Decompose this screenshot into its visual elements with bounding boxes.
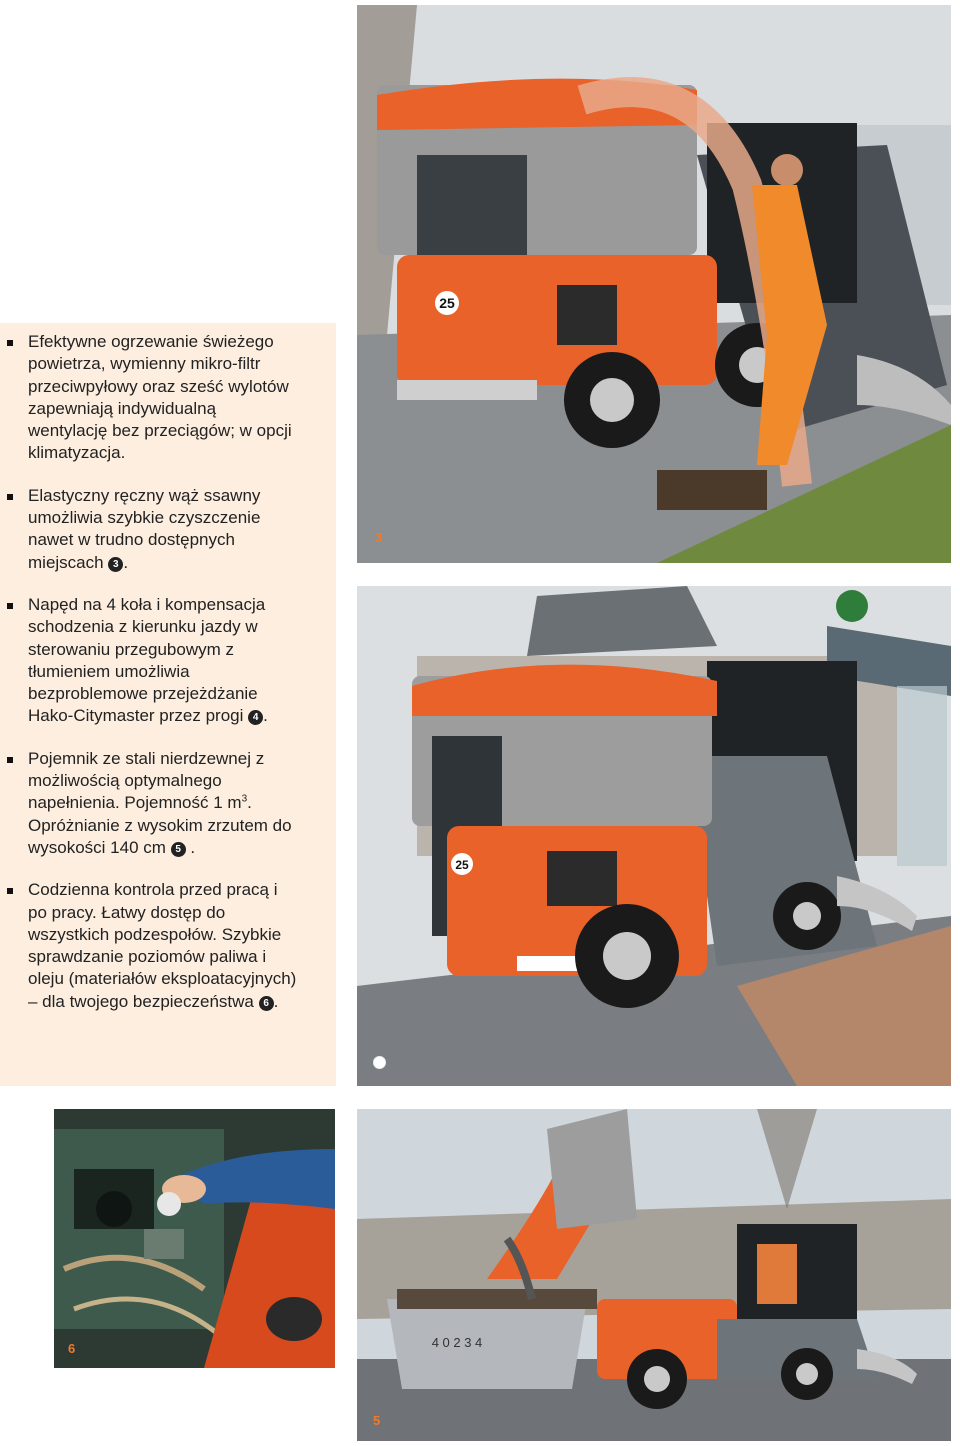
photo-number	[373, 1056, 386, 1069]
photo-number: 3	[375, 530, 383, 545]
feature-text: Elastyczny ręczny wąż ssawny umożliwia szybkie czyszczenie nawet w trudno dostępnych miejscach	[28, 485, 261, 572]
photo-ref-badge: 5	[171, 842, 186, 857]
vehicle-number-plate: 25	[439, 295, 455, 311]
feature-text-end: .	[263, 706, 268, 726]
photo-kerb-crossing	[357, 586, 951, 1086]
feature-panel	[0, 323, 336, 1086]
feature-text-end: .	[185, 837, 196, 857]
feature-item	[0, 879, 336, 1013]
photo-number: 5	[373, 1413, 381, 1428]
bullet-marker	[7, 757, 13, 763]
photo-suction-hose-image	[357, 5, 951, 563]
photo-kerb-crossing-image	[357, 586, 951, 1086]
photo-engine-check	[54, 1109, 335, 1368]
skip-label: 4 0 2 3 4	[431, 1335, 483, 1350]
feature-text: Napęd na 4 koła i kompensacja schodzenia z kierunku jazdy w sterowaniu przegubowym z tłumieniem umożliwia bezproblemowe przejeżdżanie Hako-Citymaster przez progi	[28, 594, 266, 726]
feature-text-cont: . Opróżnianie z wysokim zrzutem do wysokości 140 cm	[28, 793, 292, 857]
photo-ref-badge: 3	[108, 557, 123, 572]
photo-engine-check-image	[54, 1109, 335, 1368]
photo-high-dump-image	[357, 1109, 951, 1441]
photo-suction-hose	[357, 5, 951, 563]
photo-ref-badge: 6	[259, 996, 274, 1011]
photo-high-dump	[357, 1109, 951, 1441]
feature-list	[0, 323, 336, 1013]
superscript: 3	[241, 793, 248, 805]
feature-text-end: .	[273, 991, 279, 1011]
feature-text: Pojemnik ze stali nierdzewnej z możliwością optymalnego napełnienia. Pojemność 1 m	[28, 748, 265, 813]
vehicle-number-plate: 25	[455, 858, 469, 872]
bullet-marker	[7, 494, 13, 500]
feature-text: Efektywne ogrzewanie świeżego powietrza, wymienny mikro-filtr przeciwpyłowy oraz sześć wylotów zapewniają indywidualną wentylację bez przeciągów; w opcji klimatyzacja.	[28, 332, 292, 463]
bullet-marker	[7, 888, 13, 894]
feature-text: Codzienna kontrola przed pracą i po pracy. Łatwy dostęp do wszystkich podzespołów. Szybkie sprawdzanie poziomów paliwa i oleju (materiałów eksploatacyjnych) – dla twojego bezpieczeństwa	[28, 880, 297, 1011]
feature-text-end: .	[123, 552, 129, 572]
feature-item	[0, 331, 336, 465]
feature-item	[0, 748, 336, 859]
feature-item	[0, 485, 336, 574]
photo-ref-badge: 4	[248, 710, 263, 725]
bullet-marker	[7, 340, 13, 346]
photo-number: 6	[68, 1341, 76, 1356]
bullet-marker	[7, 603, 13, 609]
feature-item	[0, 594, 336, 728]
